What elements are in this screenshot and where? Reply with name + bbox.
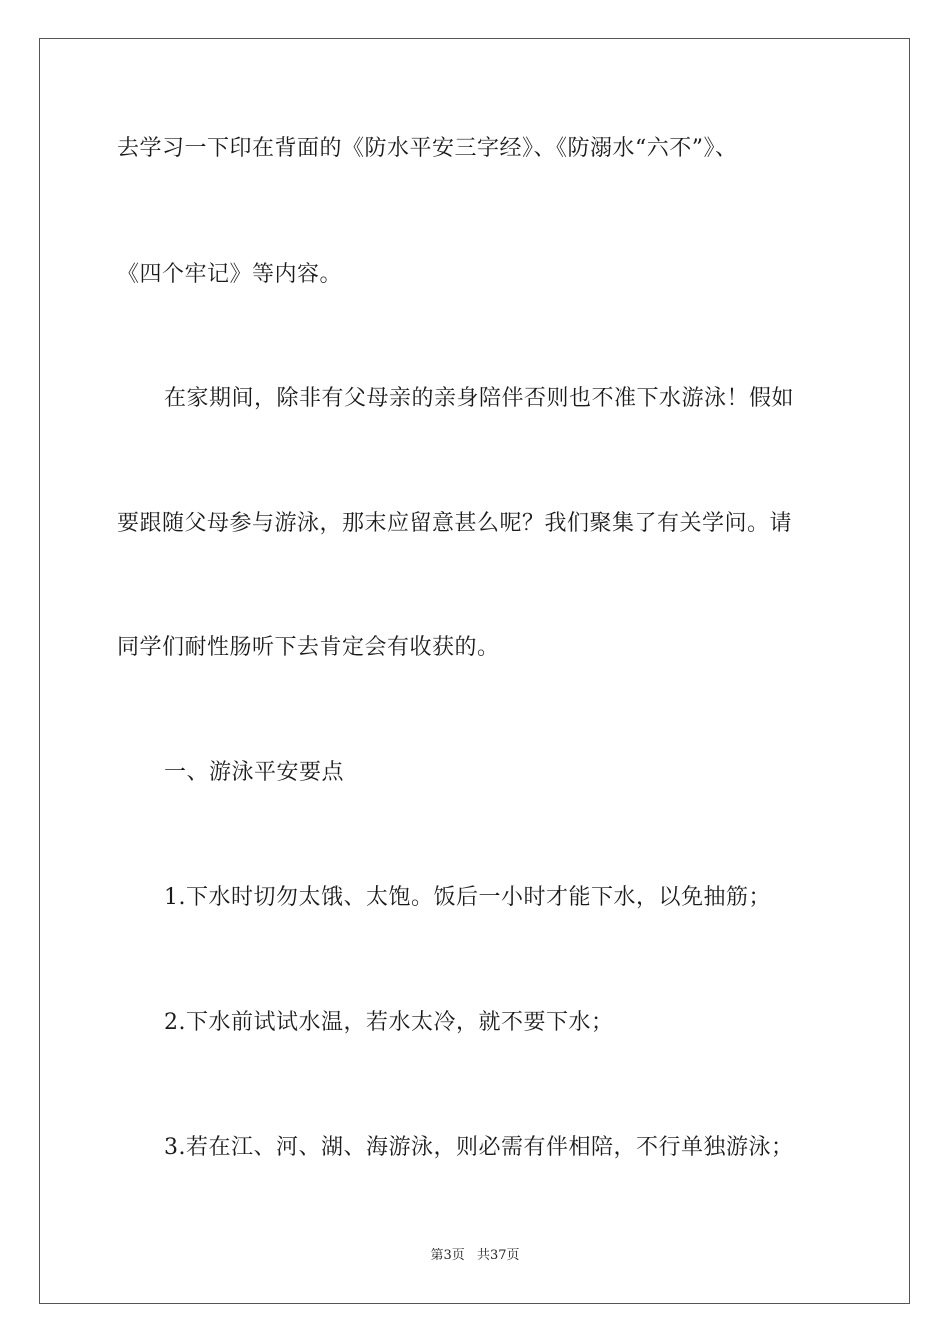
paragraph-line-5: 同学们耐性肠听下去肯定会有收获的。: [117, 635, 500, 660]
list-item-1: 1.下水时切勿太饿、太饱。饭后一小时才能下水，以免抽筋；: [164, 885, 771, 910]
paragraph-line-4: 要跟随父母参与游泳，那末应留意甚么呢？我们聚集了有关学问。请: [117, 511, 793, 536]
page-number: 第3页: [430, 1248, 465, 1263]
paragraph-line-2: 《四个牢记》等内容。: [117, 262, 343, 287]
page-border: [39, 38, 910, 1304]
section-heading: 一、游泳平安要点: [164, 760, 345, 785]
list-item-2: 2.下水前试试水温，若水太冷，就不要下水；: [164, 1010, 614, 1035]
list-item-3: 3.若在江、河、湖、海游泳，则必需有伴相陪，不行单独游泳；: [164, 1135, 794, 1160]
page-total: 共37页: [476, 1248, 520, 1263]
paragraph-line-3: 在家期间，除非有父母亲的亲身陪伴否则也不准下水游泳！假如: [164, 386, 795, 411]
paragraph-line-1: 去学习一下印在背面的《防水平安三字经》、《防溺水“六不”》、: [117, 136, 738, 161]
page-footer: [0, 1247, 950, 1265]
